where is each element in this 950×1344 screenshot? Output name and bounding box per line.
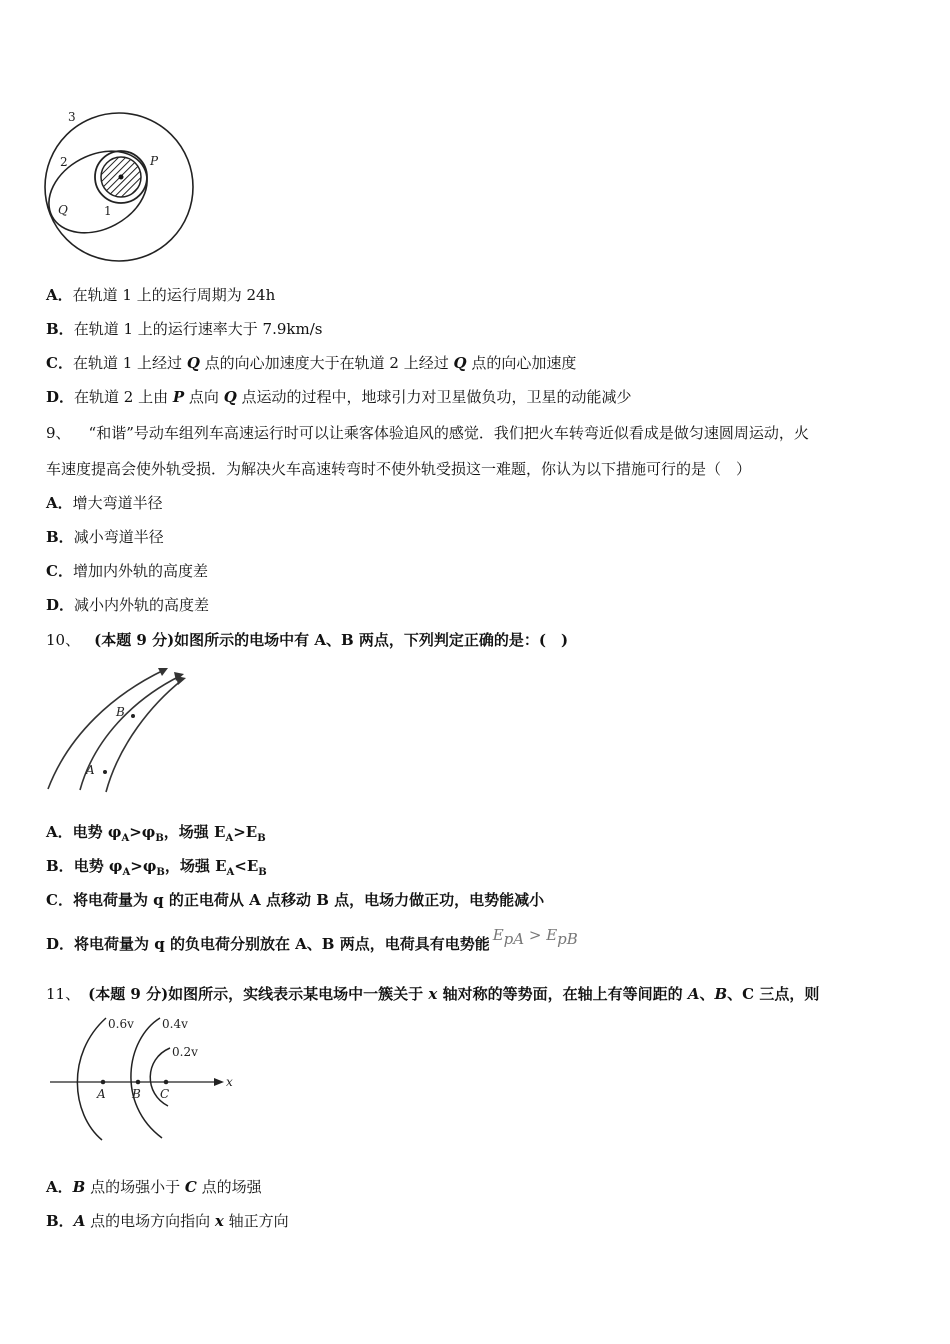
option-text: 将电荷量为 q 的负电荷分别放在 A、B 两点，电荷具有电势能 xyxy=(74,935,490,953)
option-key: D． xyxy=(46,935,75,953)
text-seg: ，场强 E xyxy=(164,857,227,875)
point-q: Q xyxy=(186,354,200,372)
point-c: C xyxy=(184,1178,197,1196)
option-key: B． xyxy=(46,1212,74,1230)
axis-x: x xyxy=(214,1212,224,1230)
text-seg: 电势 φ xyxy=(72,823,122,841)
point-p: P xyxy=(172,388,185,406)
text-seg: (本题 9 分)如图所示，实线表示某电场中一簇关于 xyxy=(88,985,429,1003)
q10-stem xyxy=(46,630,568,650)
option-key: A． xyxy=(46,1178,73,1196)
q9-option-a xyxy=(46,493,163,513)
orbit-label-q: Q xyxy=(58,203,68,217)
text-seg: <E xyxy=(234,857,259,875)
subscript: B xyxy=(155,833,164,844)
point-b: B xyxy=(714,985,728,1003)
option-text: 在轨道 1 上经过 xyxy=(72,354,187,372)
potential-label-06: 0.6v xyxy=(108,1017,134,1031)
question-stem: (本题 9 分)如图所示的电场中有 A、B 两点，下列判定正确的是：( ) xyxy=(94,631,569,649)
q9-stem-line1 xyxy=(46,423,809,443)
point-q: Q xyxy=(223,388,237,406)
option-text xyxy=(72,823,266,844)
option-text: 减小弯道半径 xyxy=(73,528,164,546)
q9-option-c xyxy=(46,561,208,581)
q10-option-d xyxy=(46,926,578,958)
formula-op: > xyxy=(524,926,547,944)
question-number: 11、 xyxy=(46,985,81,1003)
axis-label-x: x xyxy=(226,1075,233,1089)
option-key: A． xyxy=(46,494,73,512)
orbit-label-2: 2 xyxy=(60,155,68,169)
point-q: Q xyxy=(453,354,467,372)
option-text: 减小内外轨的高度差 xyxy=(74,596,210,614)
formula-e: E xyxy=(492,926,504,944)
formula-sub: pA xyxy=(503,930,525,948)
q9-stem-line2 xyxy=(46,459,751,479)
option-key: A． xyxy=(46,823,73,841)
field-label-b: B xyxy=(116,705,125,719)
potential-energy-formula xyxy=(492,926,578,948)
point-label-b: B xyxy=(132,1087,141,1101)
q9-option-d xyxy=(46,595,209,615)
option-key: C． xyxy=(46,354,73,372)
q10-option-c xyxy=(46,890,544,910)
point-label-c: C xyxy=(160,1087,170,1101)
subscript: B xyxy=(258,867,267,878)
orbit-figure xyxy=(40,108,200,268)
option-text: 将电荷量为 q 的正电荷从 A 点移动 B 点，电场力做正功，电势能减小 xyxy=(72,891,545,909)
option-key: B． xyxy=(46,857,74,875)
question-number: 10、 xyxy=(46,631,81,649)
option-key: B． xyxy=(46,528,74,546)
q8-option-c xyxy=(46,353,576,373)
option-text: 点的向心加速度大于在轨道 2 上经过 xyxy=(199,354,454,372)
option-text: 增大弯道半径 xyxy=(72,494,163,512)
question-number: 9、 xyxy=(46,424,71,442)
option-text: 点向 xyxy=(184,388,224,406)
text-seg: 点的场强 xyxy=(196,1178,262,1196)
orbit-label-3: 3 xyxy=(68,110,76,124)
question-stem: “和谐”号动车组列车高速运行时可以让乘客体验追风的感觉．我们把火车转弯近似看成是做匀速圆周运动，火 xyxy=(88,424,809,442)
option-text xyxy=(73,1178,262,1196)
text-seg: 电势 φ xyxy=(73,857,123,875)
option-text: 在轨道 1 上的运行速率大于 7.9km/s xyxy=(73,320,323,338)
subscript: B xyxy=(257,833,266,844)
option-text: 在轨道 1 上的运行周期为 24h xyxy=(72,286,276,304)
point-a: A xyxy=(73,1212,86,1230)
text-seg: 轴对称的等势面，在轴上有等间距的 xyxy=(437,985,688,1003)
potential-label-04: 0.4v xyxy=(162,1017,188,1031)
q11-option-b xyxy=(46,1211,289,1231)
subscript: A xyxy=(122,867,131,878)
text-seg: 轴正方向 xyxy=(223,1212,289,1230)
q8-option-a xyxy=(46,285,275,305)
text-seg: ，场强 E xyxy=(163,823,226,841)
option-text: 点的向心加速度 xyxy=(466,354,577,372)
option-text xyxy=(74,1212,289,1230)
point-a: A xyxy=(687,985,700,1003)
text-seg: >E xyxy=(233,823,258,841)
option-text: 点运动的过程中，地球引力对卫星做负功，卫星的动能减少 xyxy=(236,388,632,406)
axis-x: x xyxy=(428,985,438,1003)
formula-sub: pB xyxy=(557,930,578,948)
option-key: C． xyxy=(46,891,73,909)
orbit-label-p: P xyxy=(150,154,159,168)
formula-e: E xyxy=(546,926,558,944)
q11-stem xyxy=(46,984,819,1004)
option-text xyxy=(73,857,267,878)
q9-option-b xyxy=(46,527,164,547)
subscript: A xyxy=(225,833,234,844)
field-label-a: A xyxy=(86,763,95,777)
text-seg: 点的场强小于 xyxy=(85,1178,185,1196)
q11-option-a xyxy=(46,1177,262,1197)
subscript: B xyxy=(156,867,165,878)
point-b: B xyxy=(72,1178,86,1196)
text-seg: 、 xyxy=(699,985,715,1003)
q8-option-d xyxy=(46,387,632,407)
text-seg: 、C 三点，则 xyxy=(727,985,820,1003)
question-stem xyxy=(88,985,819,1003)
q10-option-b xyxy=(46,856,267,883)
option-key: D． xyxy=(46,596,75,614)
option-text: 增加内外轨的高度差 xyxy=(72,562,208,580)
subscript: A xyxy=(226,867,235,878)
option-key: D． xyxy=(46,388,75,406)
electric-field-figure xyxy=(44,664,194,794)
question-stem: 车速度提高会使外轨受损．为解决火车高速转弯时不使外轨受损这一难题，你认为以下措施可行的是（ ） xyxy=(46,460,752,478)
text-seg: >φ xyxy=(130,857,157,875)
q10-option-a xyxy=(46,822,266,849)
orbit-label-1: 1 xyxy=(104,204,112,218)
option-key: A． xyxy=(46,286,73,304)
q8-option-b xyxy=(46,319,322,339)
equipotential-figure xyxy=(46,1014,246,1144)
point-label-a: A xyxy=(97,1087,106,1101)
option-key: B． xyxy=(46,320,74,338)
text-seg: >φ xyxy=(129,823,156,841)
potential-label-02: 0.2v xyxy=(172,1045,198,1059)
text-seg: 点的电场方向指向 xyxy=(85,1212,215,1230)
subscript: A xyxy=(121,833,130,844)
option-text: 在轨道 2 上由 xyxy=(74,388,173,406)
option-key: C． xyxy=(46,562,73,580)
